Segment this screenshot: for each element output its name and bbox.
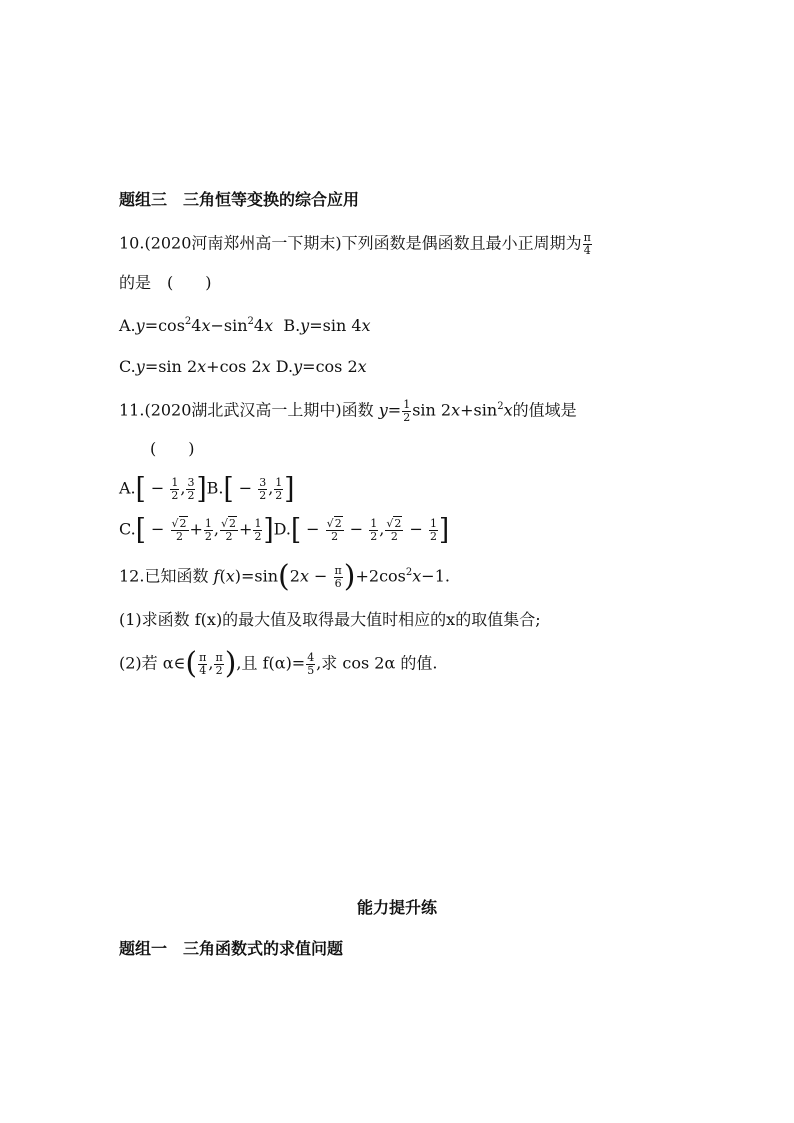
question-12-part1: (1)求函数 f(x)的最大值及取得最大值时相应的x的取值集合; [119, 610, 541, 629]
question-11-options-cd: C.[ − $\frac{√2}{2}$ + $\frac{1}{2}$ , $\frac{√2}{2}$ + $\frac{1}{2}$ ]D.[ − $\frac{√2}{2}$ − $\frac{1}{2}$ , $\frac{√2}{2}$ − $\frac{1}{2}$ ] [119, 513, 450, 547]
question-11-stem: 11.(2020湖北武汉高一上期中)函数 y= $\frac{1}{2}$ $\sin 2x+\sin^2x$的值域是 [119, 398, 577, 424]
question-10-stem [119, 232, 593, 256]
q10-text: 10.(2020河南郑州高一下期末)下列函数是偶函数且最小正周期为 [119, 233, 582, 253]
section-heading: 题组三 三角恒等变换的综合应用 [119, 190, 360, 209]
question-10-stem-cont: 的是 ( ) [119, 273, 212, 292]
question-10-options-ab: $A.y=\cos^24x-\sin^24x$ B.y=sin 4x [119, 316, 371, 335]
question-11-options-ab: A.[ − $\frac{1}{2}$ , $\frac{3}{2}$ ]B.[ − $\frac{3}{2}$ , $\frac{1}{2}$ ] [119, 472, 295, 506]
question-12-part2: (2)若 α∈( $\frac{\pi}{4}$ , $\frac{\pi}{2}$ ),且 f(α)= $\frac{4}{5}$ ,求 cos 2α 的值. [119, 646, 438, 681]
question-11-choice: ( ) [150, 439, 195, 458]
q10-fraction: $\frac{\pi}{4}$ [583, 231, 591, 257]
ability-heading: 能力提升练 [356, 898, 437, 917]
question-12-stem: 12.已知函数 f(x)=sin(2x − $\frac{\pi}{6}$ )$+2\cos^2x-1$. [119, 559, 450, 594]
question-10-options-cd: C.y=sin 2x+cos 2x D.y=cos 2x [119, 357, 367, 376]
section-heading-1: 题组一 三角函数式的求值问题 [119, 939, 344, 958]
